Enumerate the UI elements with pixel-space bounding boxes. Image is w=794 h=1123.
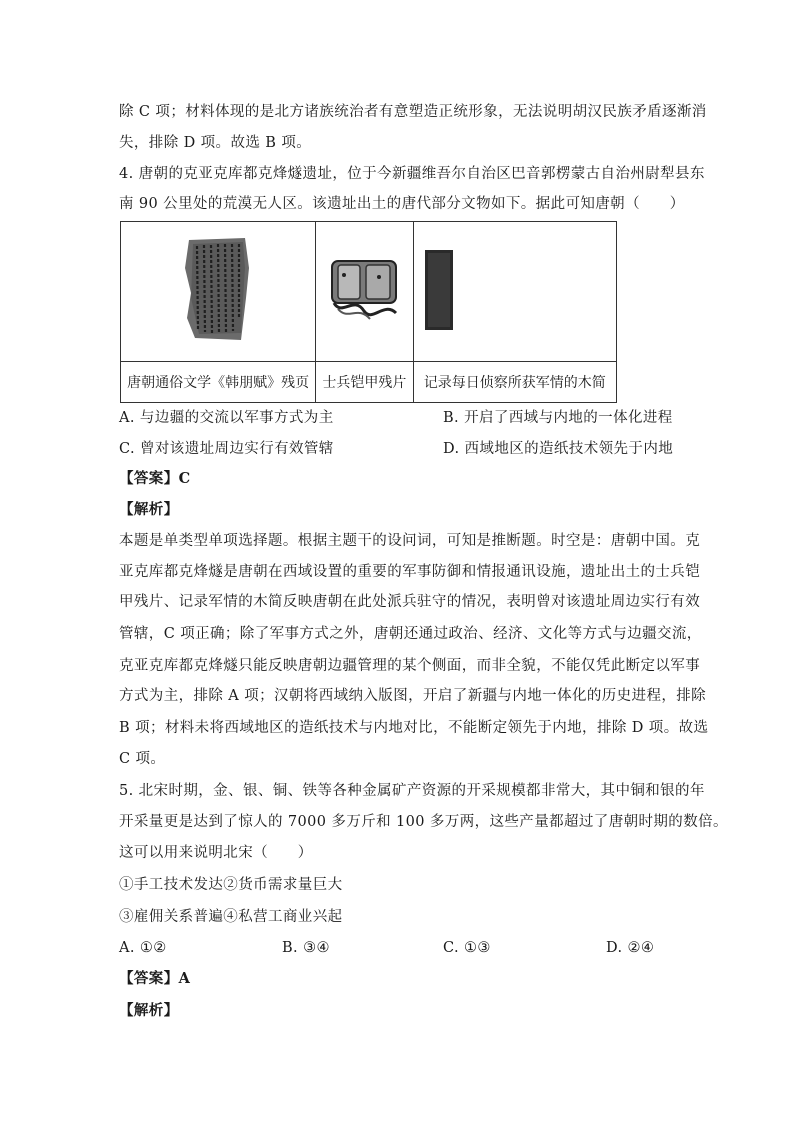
q4-answer: 【答案】C xyxy=(119,470,191,487)
artifact-cell-1 xyxy=(121,222,316,362)
artifact-caption-2: 士兵铠甲残片 xyxy=(316,362,413,403)
q5-stem-line-2: 开采量更是达到了惊人的 7000 多万斤和 100 多万两，这些产量都超过了唐朝时期的数倍。 xyxy=(119,814,728,830)
artifact-cell-2 xyxy=(316,222,413,362)
q4-option-b: B. 开启了西域与内地的一体化进程 xyxy=(443,410,673,426)
q5-option-b: B. ③④ xyxy=(282,940,330,956)
q5-option-c: C. ①③ xyxy=(443,940,491,956)
q5-stem-line-3: 这可以用来说明北宋（ ） xyxy=(119,845,313,861)
q4-analysis-line-3: 甲残片、记录军情的木简反映唐朝在此处派兵驻守的情况，表明曾对该遗址周边实行有效 xyxy=(119,594,701,610)
q4-analysis-line-8: C 项。 xyxy=(119,751,166,767)
artifact-table xyxy=(120,221,617,403)
q5-option-a: A. ①② xyxy=(119,940,167,956)
q4-analysis-line-2: 亚克库都克烽燧是唐朝在西域设置的重要的军事防御和情报通讯设施，遗址出土的士兵铠 xyxy=(119,564,701,580)
q4-option-d: D. 西域地区的造纸技术领先于内地 xyxy=(443,441,674,457)
manuscript-fragment-image xyxy=(183,238,253,342)
armor-fragment-image xyxy=(324,255,404,325)
q4-option-c: C. 曾对该遗址周边实行有效管辖 xyxy=(119,441,334,457)
artifact-caption-3: 记录每日侦察所获军情的木简 xyxy=(413,362,616,403)
q4-analysis-line-7: B 项；材料未将西域地区的造纸技术与内地对比，不能断定领先于内地，排除 D 项。故选 xyxy=(119,720,709,736)
artifact-caption-1: 唐朝通俗文学《韩朋赋》残页 xyxy=(121,362,316,403)
q4-option-a: A. 与边疆的交流以军事方式为主 xyxy=(119,410,334,426)
q4-analysis-label: 【解析】 xyxy=(119,501,179,518)
prev-explanation-line-2: 失，排除 D 项。故选 B 项。 xyxy=(119,135,312,151)
q4-analysis-line-5: 克亚克库都克烽燧只能反映唐朝边疆管理的某个侧面，而非全貌，不能仅凭此断定以军事 xyxy=(119,658,701,674)
q5-item-line-2: ③雇佣关系普遍④私营工商业兴起 xyxy=(119,909,343,925)
prev-explanation-line-1: 除 C 项；材料体现的是北方诸族统治者有意塑造正统形象，无法说明胡汉民族矛盾逐渐消 xyxy=(119,104,707,120)
q4-analysis-line-6: 方式为主，排除 A 项；汉朝将西域纳入版图，开启了新疆与内地一体化的历史进程，排除 xyxy=(119,688,707,704)
q5-answer: 【答案】A xyxy=(119,970,191,987)
q4-analysis-line-4: 管辖，C 项正确；除了军事方式之外，唐朝还通过政治、经济、文化等方式与边疆交流， xyxy=(119,626,702,642)
q5-stem-line-1: 5. 北宋时期，金、银、铜、铁等各种金属矿产资源的开采规模都非常大，其中铜和银的年 xyxy=(119,783,705,799)
q4-stem-line-1: 4. 唐朝的克亚克库都克烽燧遗址，位于今新疆维吾尔自治区巴音郭楞蒙古自治州尉犁县东 xyxy=(119,166,705,182)
q4-analysis-line-1: 本题是单类型单项选择题。根据主题干的设问词，可知是推断题。时空是：唐朝中国。克 xyxy=(119,533,701,549)
q5-item-line-1: ①手工技术发达②货币需求量巨大 xyxy=(119,877,343,893)
q5-analysis-label: 【解析】 xyxy=(119,1002,179,1019)
wooden-slip-image xyxy=(424,249,454,331)
artifact-cell-3 xyxy=(413,222,616,362)
q4-stem-line-2: 南 90 公里处的荒漠无人区。该遗址出土的唐代部分文物如下。据此可知唐朝（ ） xyxy=(119,196,685,212)
q5-option-d: D. ②④ xyxy=(606,940,655,956)
